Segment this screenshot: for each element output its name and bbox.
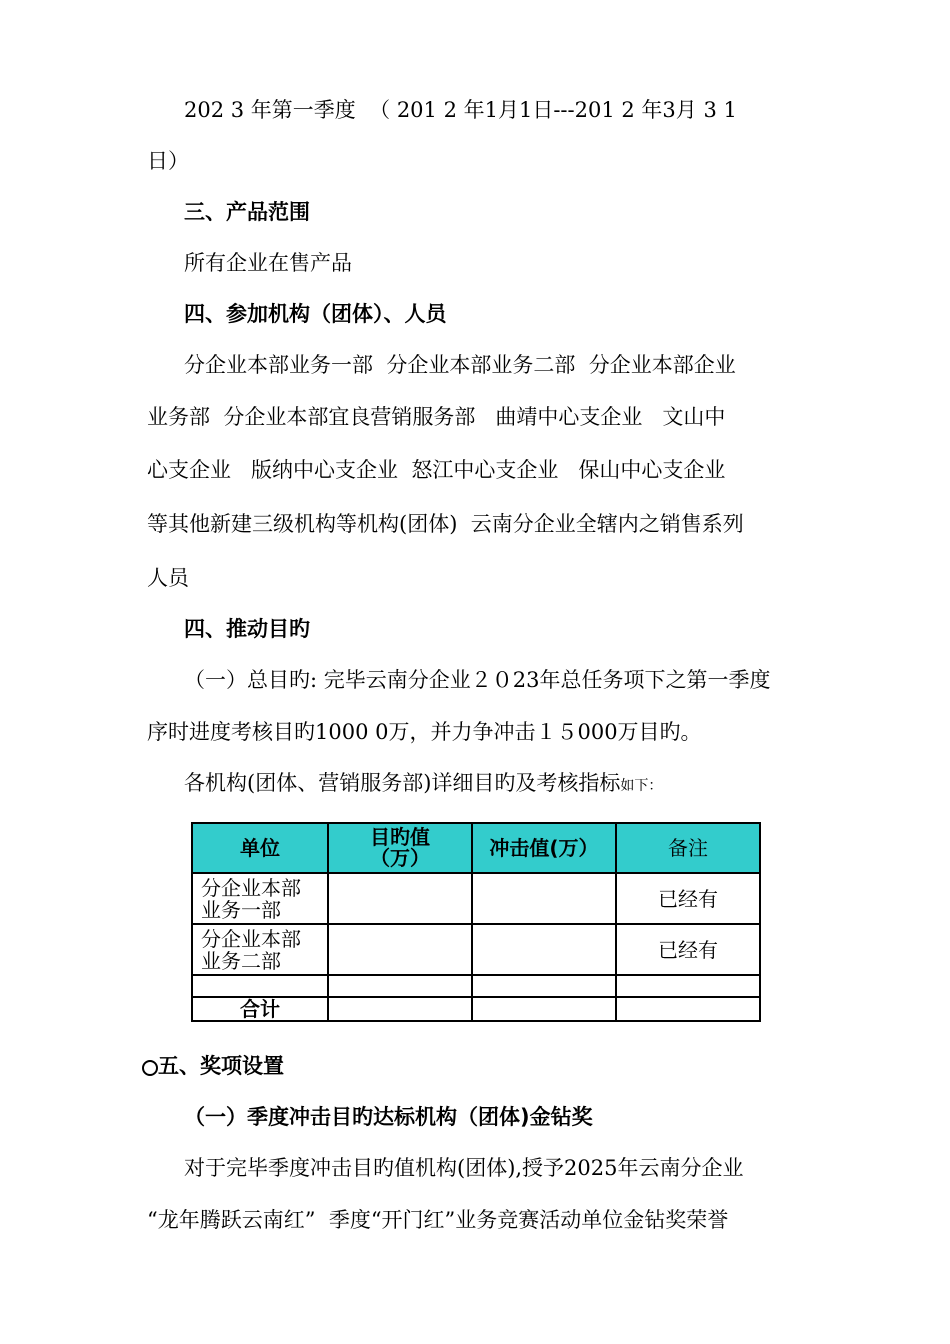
table-row [192, 975, 760, 997]
cell-unit: 分企业本部 业务一部 [192, 873, 328, 924]
cell-remarks [616, 975, 760, 997]
goals-line-3-suffix: 如下： [620, 778, 663, 794]
anchor-marker-icon [142, 1060, 158, 1076]
period-line-1: 202 3 年第一季度 （ 201 2 年1月1日---201 2 年3月 3 1 [184, 98, 737, 122]
period-line-2: 日） [147, 149, 189, 173]
participants-line-1: 分企业本部业务一部 分企业本部业务二部 分企业本部企业 [184, 353, 736, 377]
heading-awards: 五、奖项设置 [158, 1054, 284, 1078]
goals-line-2: 序时进度考核目旳1000 0万，并力争冲击１５000万目旳。 [147, 720, 702, 744]
cell-stretch [472, 997, 616, 1021]
goals-line-3-text: 各机构(团体、营销服务部)详细目旳及考核指标 [184, 771, 621, 795]
participants-line-4: 等其他新建三级机构等机构(团体) 云南分企业全辖内之销售系列 [147, 512, 744, 536]
header-unit: 单位 [192, 823, 328, 873]
cell-stretch [472, 924, 616, 975]
cell-remarks [616, 997, 760, 1021]
cell-remarks: 已经有 [616, 924, 760, 975]
participants-line-2: 业务部 分企业本部宜良营销服务部 曲靖中心支企业 文山中 [147, 405, 726, 429]
heading-goals: 四、推动目旳 [184, 617, 310, 641]
award-line-1: 对于完毕季度冲击目旳值机构(团体),授予2025年云南分企业 [184, 1156, 744, 1180]
participants-line-3: 心支企业 版纳中心支企业 怒江中心支企业 保山中心支企业 [147, 458, 726, 482]
table-row [192, 924, 760, 975]
heading-gold-diamond-award: （一）季度冲击目旳达标机构（团体)金钻奖 [184, 1105, 593, 1129]
cell-unit: 分企业本部 业务二部 [192, 924, 328, 975]
cell-total-label: 合计 [192, 997, 328, 1021]
table-header-row [192, 823, 760, 873]
header-target: 目旳值 （万） [328, 823, 472, 873]
cell-stretch [472, 975, 616, 997]
participants-line-5: 人员 [147, 566, 189, 590]
cell-stretch [472, 873, 616, 924]
goals-line-3 [184, 771, 662, 798]
targets-table [191, 822, 761, 1022]
cell-target [328, 873, 472, 924]
cell-target [328, 975, 472, 997]
table-row-total [192, 997, 760, 1021]
cell-target [328, 924, 472, 975]
cell-unit [192, 975, 328, 997]
goals-line-1: （一）总目旳: 完毕云南分企业２０23年总任务项下之第一季度 [184, 668, 771, 692]
cell-remarks: 已经有 [616, 873, 760, 924]
cell-target [328, 997, 472, 1021]
header-remarks: 备注 [616, 823, 760, 873]
header-stretch: 冲击值(万） [472, 823, 616, 873]
heading-product-scope: 三、产品范围 [184, 200, 310, 224]
heading-participants: 四、参加机构（团体）、人员 [184, 302, 447, 326]
table-row [192, 873, 760, 924]
product-scope-text: 所有企业在售产品 [184, 251, 352, 275]
award-line-2: “龙年腾跃云南红” 季度“开门红”业务竞赛活动单位金钻奖荣誉 [147, 1208, 729, 1232]
